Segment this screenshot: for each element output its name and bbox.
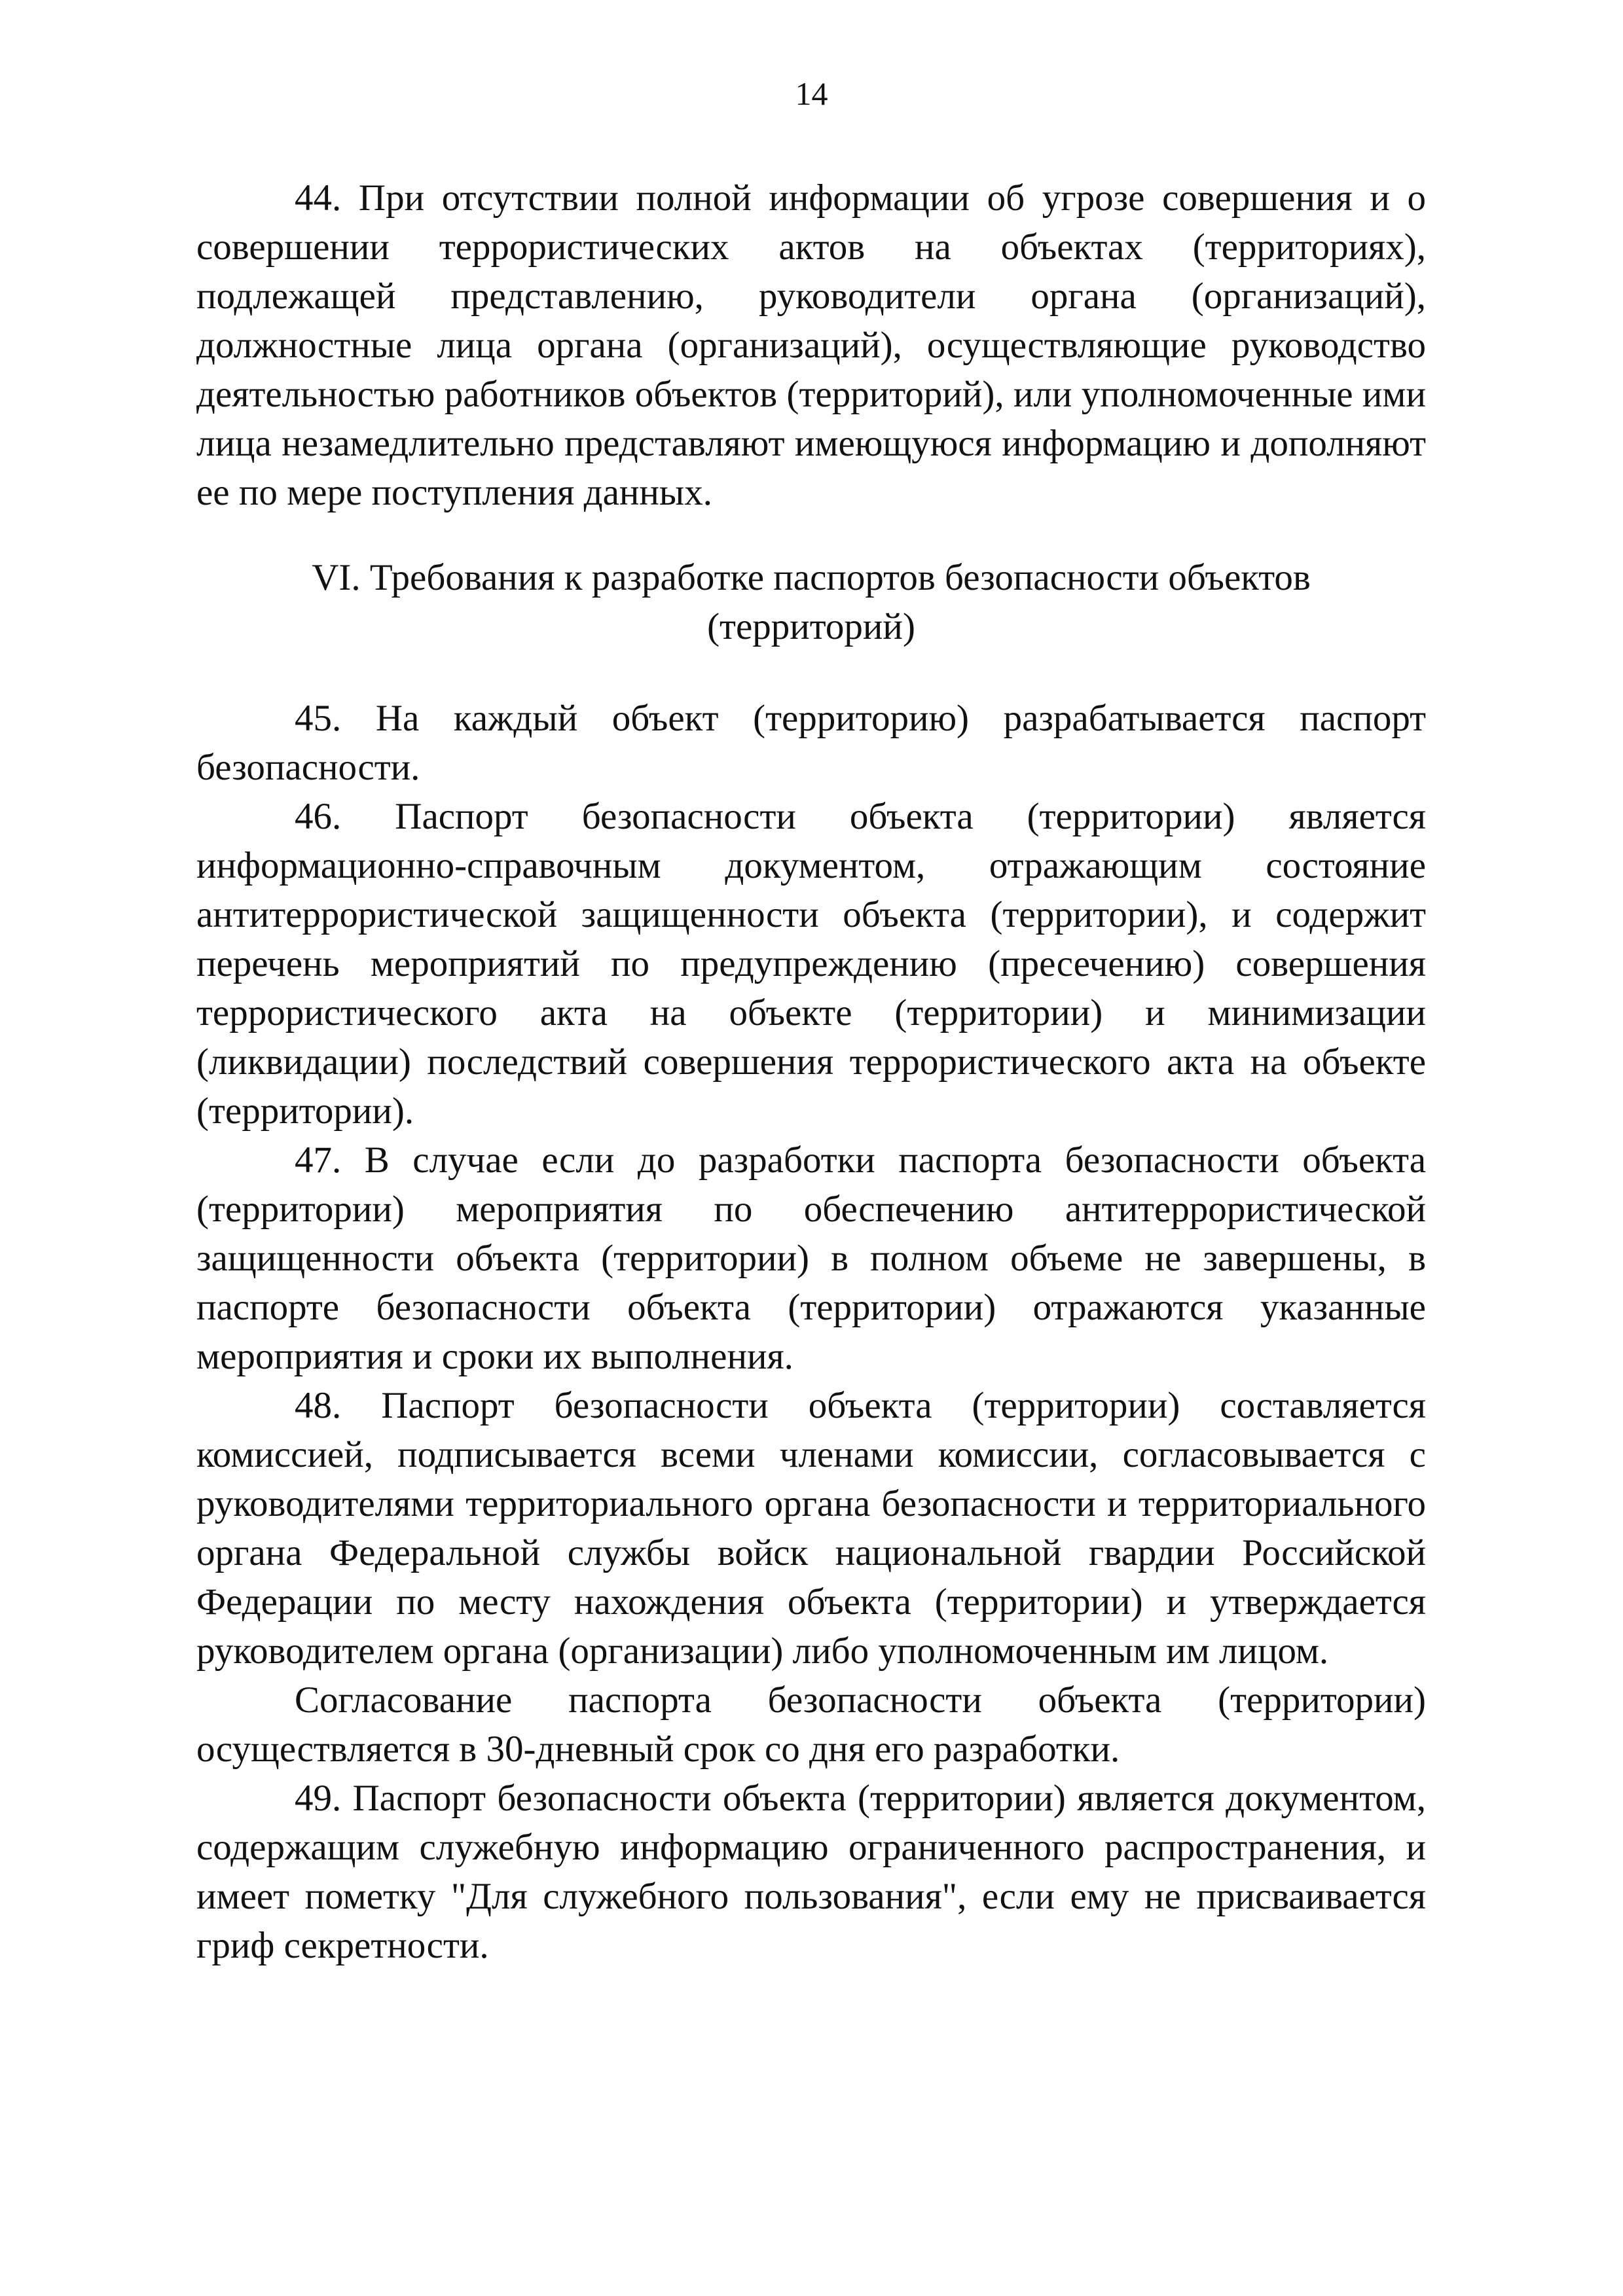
page-number: 14 — [795, 75, 828, 112]
paragraph-49: 49. Паспорт безопасности объекта (территории) является документом, содержащим служебную информацию ограниченного распространения, и имеет пометку "Для служебного пользования", если ему не присваивается гриф секретности. — [196, 1778, 1426, 1966]
paragraph-47: 47. В случае если до разработки паспорта безопасности объекта (территории) мероприятия по обеспечению антитеррористической защищенности объекта (территории) в полном объеме не завершены, в паспорте безопасности объекта (территории) отражаются указанные мероприятия и сроки их выполнения. — [196, 1139, 1426, 1377]
section-heading-line-1: VI. Требования к разработке паспортов безопасности объектов — [312, 557, 1311, 598]
document-body — [196, 173, 1426, 1970]
section-heading-line-2: (территорий) — [707, 606, 915, 647]
section-heading — [196, 553, 1426, 651]
paragraph-48-approval: Согласование паспорта безопасности объекта (территории) осуществляется в 30-дневный срок со дня его разработки. — [196, 1679, 1426, 1770]
paragraph-44: 44. При отсутствии полной информации об угрозе совершения и о совершении террористических актов на объектах (территориях), подлежащей представлению, руководители органа (организаций), должностные лица органа (организаций), осуществляющие руководство деятельностью работников объектов (территорий), или уполномоченные ими лица незамедлительно представляют имеющуюся информацию и дополняют ее по мере поступления данных. — [196, 177, 1426, 513]
paragraph-45: 45. На каждый объект (территорию) разрабатывается паспорт безопасности. — [196, 698, 1426, 788]
paragraph-48: 48. Паспорт безопасности объекта (территории) составляется комиссией, подписывается всеми членами комиссии, согласовывается с руководителями территориального органа безопасности и территориального органа Федеральной службы войск национальной гвардии Российской Федерации по месту нахождения объекта (территории) и утверждается руководителем органа (организации) либо уполномоченным им лицом. — [196, 1385, 1426, 1672]
paragraph-46: 46. Паспорт безопасности объекта (территории) является информационно-справочным документом, отражающим состояние антитеррористической защищенности объекта (территории), и содержит перечень мероприятий по предупреждению (пресечению) совершения террористического акта на объекте (территории) и минимизации (ликвидации) последствий совершения террористического акта на объекте (территории). — [196, 796, 1426, 1132]
